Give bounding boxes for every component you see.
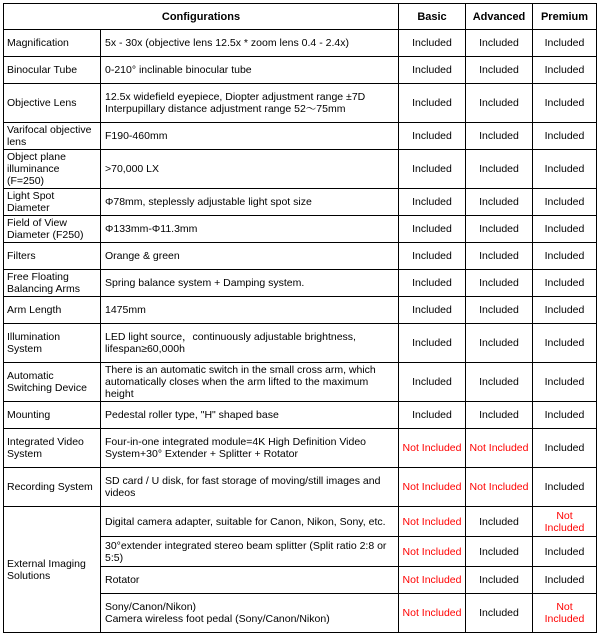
basic-status: Included — [399, 57, 466, 84]
advanced-status: Included — [466, 150, 533, 189]
config-table-wrapper — [3, 3, 597, 633]
table-row — [4, 243, 597, 270]
header-basic: Basic — [399, 4, 466, 30]
premium-status: Included — [533, 216, 597, 243]
basic-status: Included — [399, 243, 466, 270]
premium-status: Included — [533, 189, 597, 216]
premium-status: Included — [533, 429, 597, 468]
advanced-status: Included — [466, 537, 533, 567]
row-label: Objective Lens — [4, 84, 101, 123]
row-description: Pedestal roller type, "H" shaped base — [101, 402, 399, 429]
table-row — [4, 429, 597, 468]
basic-status: Included — [399, 123, 466, 150]
row-label: Binocular Tube — [4, 57, 101, 84]
row-description: Sony/Canon/Nikon) Camera wireless foot pedal (Sony/Canon/Nikon) — [101, 594, 399, 633]
table-row — [4, 150, 597, 189]
row-description: 1475mm — [101, 297, 399, 324]
advanced-status: Included — [466, 507, 533, 537]
premium-status: Included — [533, 363, 597, 402]
row-description: LED light source，continuously adjustable brightness, lifespan≥60,000h — [101, 324, 399, 363]
premium-status: Included — [533, 123, 597, 150]
premium-status: Not Included — [533, 594, 597, 633]
row-label: Filters — [4, 243, 101, 270]
advanced-status: Included — [466, 270, 533, 297]
premium-status: Included — [533, 84, 597, 123]
advanced-status: Included — [466, 324, 533, 363]
premium-status: Included — [533, 243, 597, 270]
basic-status: Included — [399, 216, 466, 243]
row-description: SD card / U disk, for fast storage of moving/still images and videos — [101, 468, 399, 507]
row-description: 5x - 30x (objective lens 12.5x * zoom lens 0.4 - 2.4x) — [101, 30, 399, 57]
basic-status: Not Included — [399, 468, 466, 507]
header-configurations: Configurations — [4, 4, 399, 30]
advanced-status: Included — [466, 57, 533, 84]
basic-status: Included — [399, 402, 466, 429]
table-row — [4, 123, 597, 150]
row-label: Free Floating Balancing Arms — [4, 270, 101, 297]
row-description: >70,000 LX — [101, 150, 399, 189]
row-description: F190-460mm — [101, 123, 399, 150]
basic-status: Included — [399, 297, 466, 324]
row-label: Integrated Video System — [4, 429, 101, 468]
advanced-status: Included — [466, 243, 533, 270]
basic-status: Not Included — [399, 507, 466, 537]
basic-status: Not Included — [399, 429, 466, 468]
advanced-status: Included — [466, 216, 533, 243]
premium-status: Included — [533, 150, 597, 189]
advanced-status: Not Included — [466, 429, 533, 468]
basic-status: Included — [399, 30, 466, 57]
row-description: 30°extender integrated stereo beam splitter (Split ratio 2:8 or 5:5) — [101, 537, 399, 567]
row-description: 0-210° inclinable binocular tube — [101, 57, 399, 84]
row-description: Φ78mm, steplessly adjustable light spot size — [101, 189, 399, 216]
configuration-table — [3, 3, 597, 633]
header-row — [4, 4, 597, 30]
row-description: There is an automatic switch in the small cross arm, which automatically closes when the arm lifted to the maximum height — [101, 363, 399, 402]
row-description: Φ133mm-Φ11.3mm — [101, 216, 399, 243]
premium-status: Included — [533, 402, 597, 429]
advanced-status: Included — [466, 297, 533, 324]
advanced-status: Included — [466, 189, 533, 216]
row-description: Rotator — [101, 567, 399, 594]
advanced-status: Included — [466, 123, 533, 150]
row-label: Mounting — [4, 402, 101, 429]
table-body — [4, 30, 597, 633]
basic-status: Not Included — [399, 567, 466, 594]
advanced-status: Included — [466, 594, 533, 633]
advanced-status: Not Included — [466, 468, 533, 507]
basic-status: Included — [399, 189, 466, 216]
table-row — [4, 216, 597, 243]
premium-status: Included — [533, 30, 597, 57]
row-description: 12.5x widefield eyepiece, Diopter adjustment range ±7D Interpupillary distance adjustment range 52～75mm — [101, 84, 399, 123]
table-row — [4, 468, 597, 507]
basic-status: Included — [399, 150, 466, 189]
row-label: Object plane illuminance (F=250) — [4, 150, 101, 189]
table-row — [4, 363, 597, 402]
row-description: Four-in-one integrated module=4K High Definition Video System+30° Extender + Splitter + Rotator — [101, 429, 399, 468]
premium-status: Included — [533, 270, 597, 297]
header-advanced: Advanced — [466, 4, 533, 30]
table-row — [4, 402, 597, 429]
table-row — [4, 189, 597, 216]
premium-status: Included — [533, 468, 597, 507]
premium-status: Included — [533, 567, 597, 594]
advanced-status: Included — [466, 84, 533, 123]
basic-status: Not Included — [399, 537, 466, 567]
row-label: Illumination System — [4, 324, 101, 363]
premium-status: Included — [533, 57, 597, 84]
table-row — [4, 30, 597, 57]
basic-status: Included — [399, 270, 466, 297]
advanced-status: Included — [466, 567, 533, 594]
table-row — [4, 507, 597, 537]
premium-status: Not Included — [533, 507, 597, 537]
row-label: Varifocal objective lens — [4, 123, 101, 150]
basic-status: Not Included — [399, 594, 466, 633]
table-row — [4, 57, 597, 84]
external-imaging-label: External Imaging Solutions — [4, 507, 101, 633]
premium-status: Included — [533, 537, 597, 567]
row-label: Field of View Diameter (F250) — [4, 216, 101, 243]
row-label: Light Spot Diameter — [4, 189, 101, 216]
basic-status: Included — [399, 363, 466, 402]
table-row — [4, 324, 597, 363]
table-row — [4, 297, 597, 324]
basic-status: Included — [399, 324, 466, 363]
premium-status: Included — [533, 297, 597, 324]
advanced-status: Included — [466, 30, 533, 57]
basic-status: Included — [399, 84, 466, 123]
header-premium: Premium — [533, 4, 597, 30]
table-row — [4, 270, 597, 297]
table-row — [4, 84, 597, 123]
row-description: Digital camera adapter, suitable for Canon, Nikon, Sony, etc. — [101, 507, 399, 537]
row-label: Magnification — [4, 30, 101, 57]
row-description: Spring balance system + Damping system. — [101, 270, 399, 297]
row-label: Arm Length — [4, 297, 101, 324]
row-label: Recording System — [4, 468, 101, 507]
row-label: Automatic Switching Device — [4, 363, 101, 402]
advanced-status: Included — [466, 402, 533, 429]
premium-status: Included — [533, 324, 597, 363]
advanced-status: Included — [466, 363, 533, 402]
row-description: Orange & green — [101, 243, 399, 270]
